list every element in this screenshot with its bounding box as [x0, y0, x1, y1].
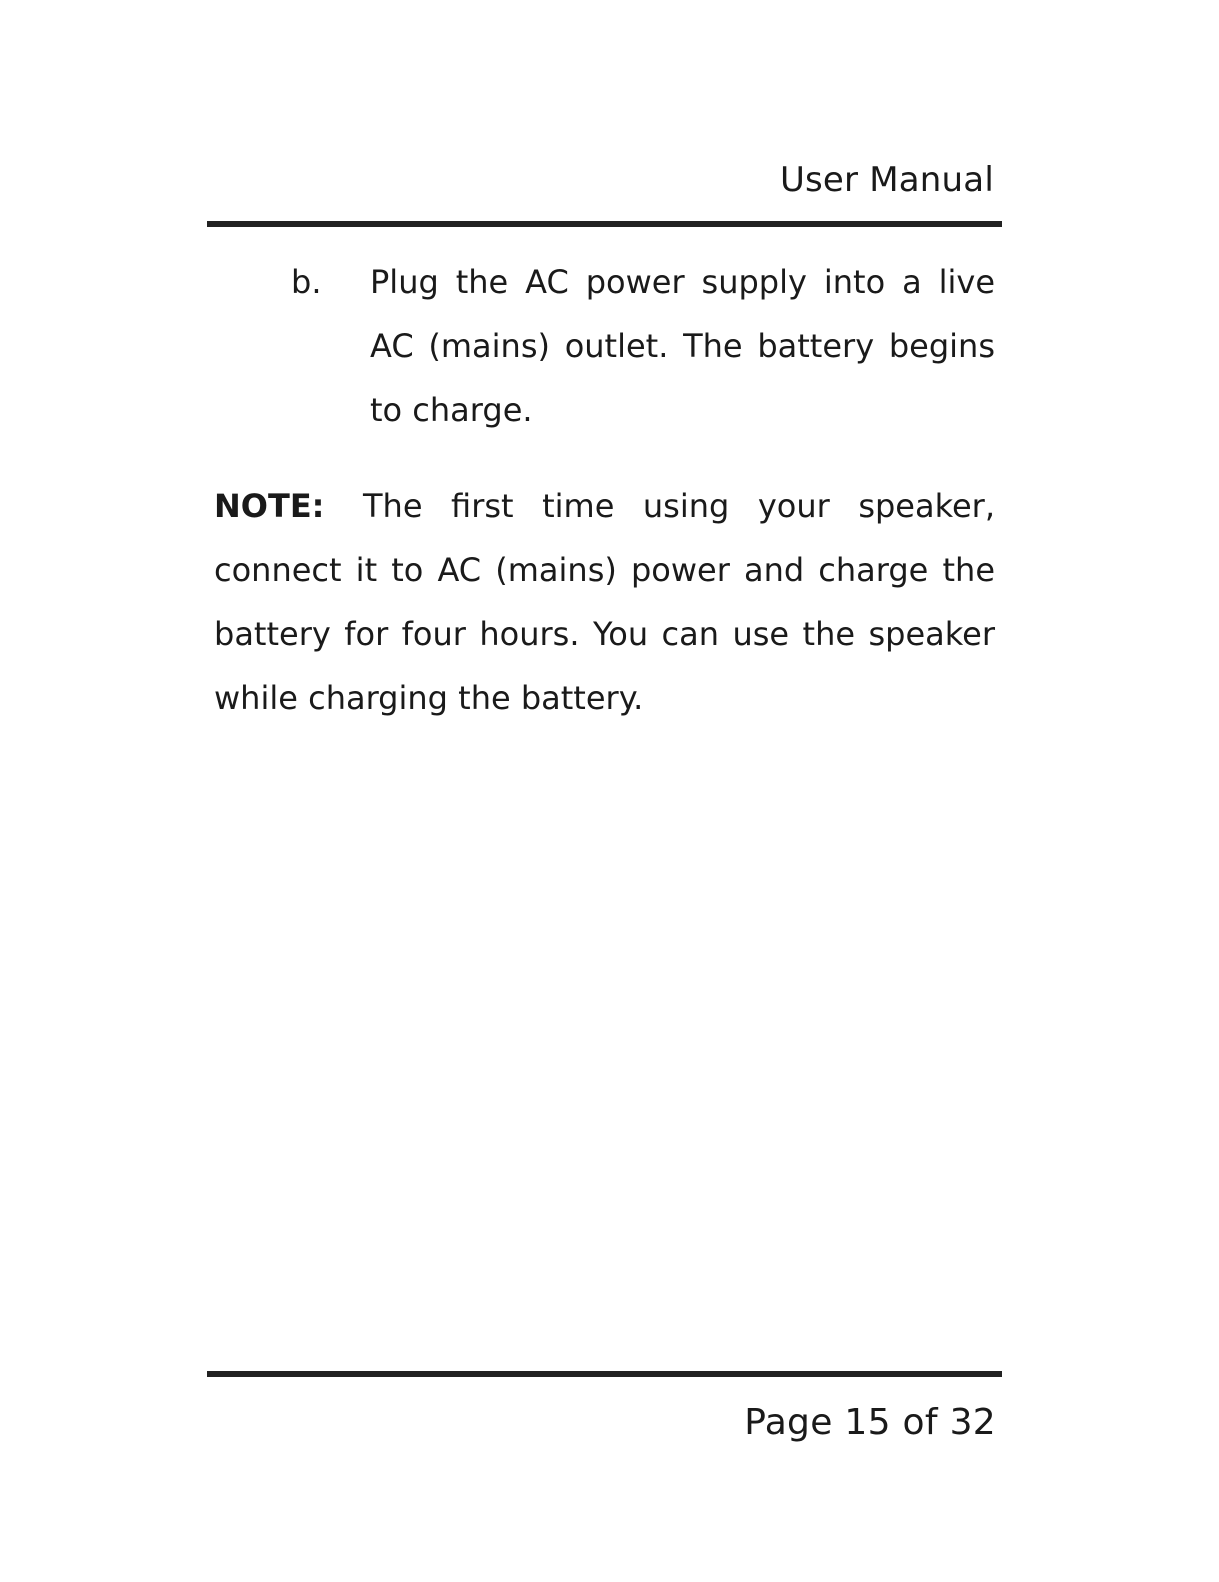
page-number: Page 15 of 32 — [744, 1402, 996, 1443]
list-item-step-b — [214, 250, 995, 442]
note-paragraph — [214, 474, 995, 730]
note-label: NOTE: — [214, 487, 325, 525]
document-title: User Manual — [779, 160, 994, 200]
footer-divider — [207, 1371, 1002, 1377]
list-item-text: Plug the AC power supply into a live AC (mains) outlet. The battery begins to charge. — [370, 263, 995, 429]
note-text: The first time using your speaker, connect it to AC (mains) power and charge the battery for four hours. You can use the speaker while charging the battery. — [214, 487, 996, 717]
page-body — [214, 218, 995, 762]
list-marker: b. — [291, 263, 322, 301]
